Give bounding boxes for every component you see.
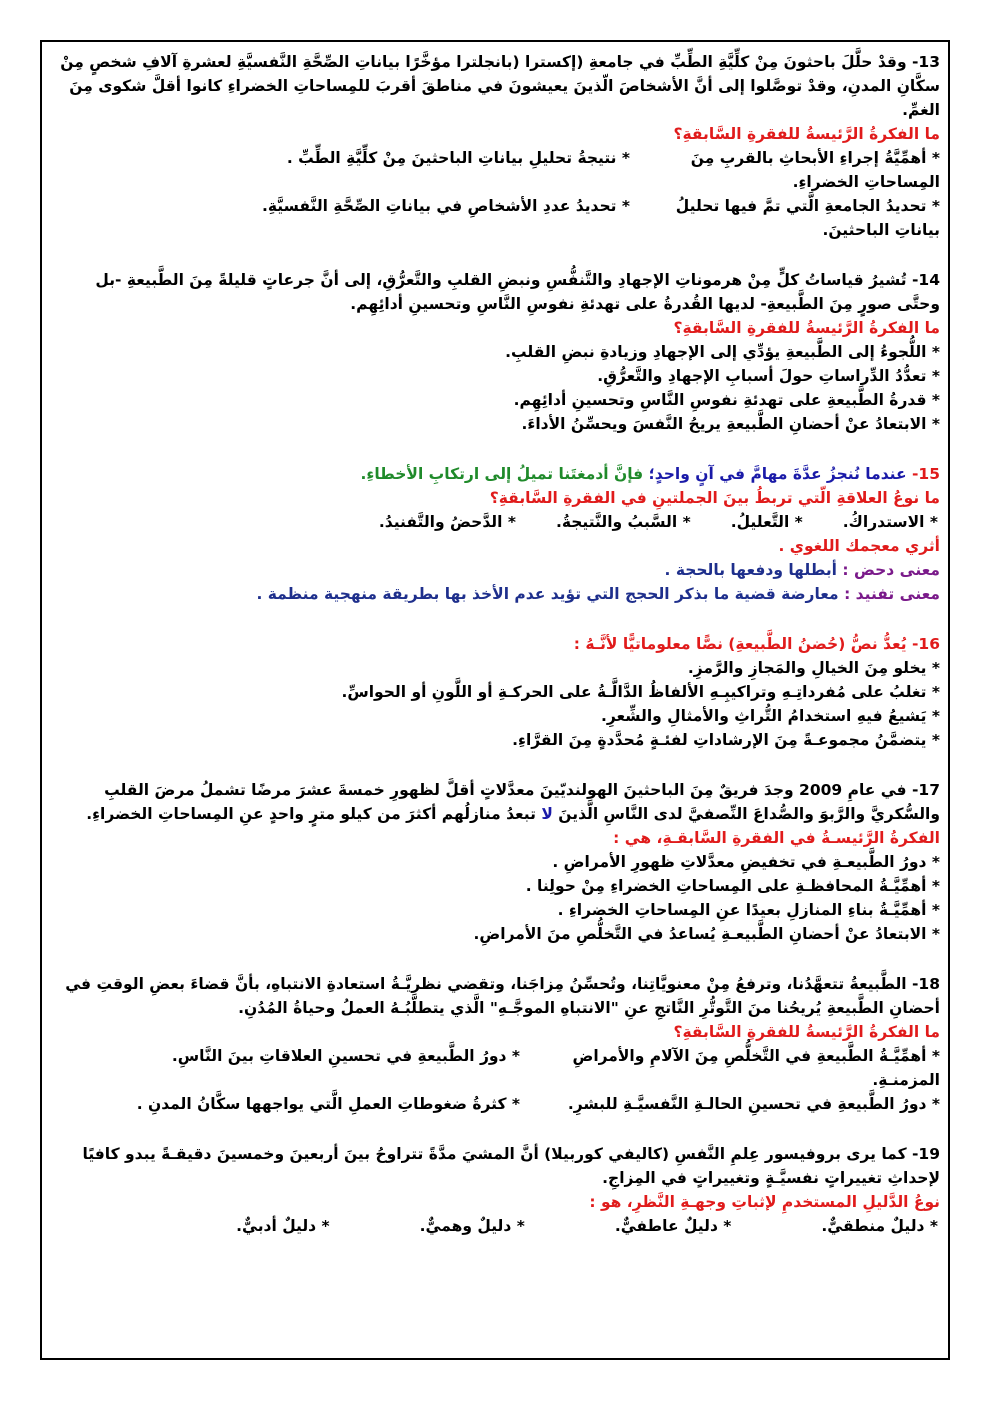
question-13-text: 13- وقدْ حلَّلَ باحثونَ مِنْ كلِّيَّةِ الطِّبِّ في جامعةِ (إكسترا (بانجلترا مؤخَّرًا بياناتِ الصِّحَّةِ النَّفسيَّةِ لعشرةِ آلافِ شخصٍ مِنْ سكَّانِ المدنِ، وقدْ توصَّلوا إلى أنَّ الأشخاصَ الّذينَ يعيشونَ في مناطقَ أقربَ للمِساحاتِ الخضراءِ كانوا أقلَّ شكوى مِنَ الغمِّ.: [60, 53, 940, 119]
definition-label: معنى دحض :: [842, 561, 940, 579]
option[interactable]: * أهمِّيَّـةُ المحافظـةِ على المِساحاتِ الخضراءِ مِنْ حولِنا .: [525, 877, 940, 895]
option[interactable]: * تغلبُ على مُفرداتِـهِ وتراكيبِـهِ الألفاظُ الدَّالَّـةُ على الحركـةِ أو اللَّونِ أو الحواسِّ.: [341, 683, 940, 701]
question-14: [52, 268, 940, 436]
question-15-prompt: ما نوعُ العلاقةِ الّتي تربطُ بينَ الجملتينِ في الفقرةِ السَّابقةِ؟: [489, 489, 940, 507]
option[interactable]: * أهمِّيَّـةُ بناءِ المنازلِ بعيدًا عنِ المِساحاتِ الخضراءِ .: [557, 901, 940, 919]
question-18-text: 18- الطَّبيعةُ تتعهَّدُنا، وترفعُ مِنْ معنويَّاتِنا، وتُحسِّنُ مِزاجَنا، وتقضي نظريَّـةُ استعادةِ الانتباهِ، بأنَّ قضاءَ بعضِ الوقتِ في أحضانِ الطَّبيعةِ يُريحُنا منَ التَّوتُّرِ النَّاتجِ عنِ "الانتباهِ الموجَّـهِ" الَّذي يتطلَّبُـهُ العملُ وحياةُ المُدُنِ.: [65, 975, 940, 1017]
option[interactable]: * نتيجةُ تحليلِ بياناتِ الباحثينَ مِنْ كلِّيَّةِ الطِّبِّ .: [286, 149, 630, 167]
question-17: [52, 778, 940, 946]
options-row: [52, 1214, 940, 1238]
option[interactable]: * دورُ الطَّبيعـةِ في تخفيضِ معدَّلاتِ ظهورِ الأمراضِ .: [552, 853, 940, 871]
option[interactable]: * اللُّجوءُ إلى الطَّبيعةِ يؤدِّي إلى الإجهادِ وزيادةِ نبضِ القلبِ.: [505, 343, 940, 361]
lexicon-title: أثري معجمك اللغوي .: [778, 537, 940, 555]
option[interactable]: * أهمِّيَّةُ إجراءِ الأبحاثِ بالقربِ مِنَ المِساحاتِ الخضراءِ.: [690, 149, 940, 191]
worksheet: [52, 50, 940, 1264]
definition-text: معارضة قضية ما بذكر الحجج التي تؤيد عدم الأخذ بها بطريقة منهجية منظمة .: [256, 585, 839, 603]
option[interactable]: * الابتعادُ عنْ أحضانِ الطَّبيعـةِ يُساعدُ في التَّخلُّصِ منَ الأمراضِ.: [473, 925, 940, 943]
question-15-sentence-2: فإنَّ أدمغتَنا تميلُ إلى ارتكابِ الأخطاءِ.: [360, 465, 644, 483]
option[interactable]: * دليلٌ عاطفيٌّ.: [614, 1217, 732, 1235]
option[interactable]: * يتضمَّنُ مجموعـةً مِنَ الإرشاداتِ لفئـةٍ مُحدَّدةٍ مِنَ القرَّاءِ.: [512, 731, 940, 749]
option[interactable]: * الابتعادُ عنْ أحضانِ الطَّبيعةِ يريحُ النَّفسَ ويحسِّنُ الأداءَ.: [521, 415, 940, 433]
question-17-text: [52, 778, 940, 826]
options-row: [52, 146, 940, 194]
option[interactable]: * السَّببُ والنَّتيجةُ.: [555, 513, 691, 531]
option[interactable]: * قدرةُ الطَّبيعةِ على تهدئةِ نفوسِ النَّاسِ وتحسينِ أدائِهِم.: [513, 391, 940, 409]
question-16-prompt: 16- يُعدُّ نصُّ (حُضنُ الطَّبيعةِ) نصًّا معلوماتيًّا لأنَّـهُ :: [573, 635, 940, 653]
question-13: [52, 50, 940, 242]
option[interactable]: * تعدُّدُ الدِّراساتِ حولَ أسبابِ الإجهادِ والتَّعرُّقِ.: [597, 367, 940, 385]
definition-tafnid: [52, 582, 940, 606]
options-row: [52, 1092, 940, 1116]
options-row: [52, 194, 940, 242]
question-17-text-after: تبعدُ منازلُهم أكثرَ من كيلو مترٍ واحدٍ عنِ المِساحاتِ الخضراءِ.: [86, 805, 536, 823]
question-15-sentence-1: عندما نُنجزُ عدَّةَ مهامَّ في آنٍ واحدٍ؛: [648, 465, 907, 483]
question-14-text: 14- تُشيرُ قياساتُ كلٍّ مِنْ هرموناتِ الإجهادِ والتَّنفُّسِ ونبضِ القلبِ والتَّعرُّقِ، إلى أنَّ جرعاتٍ قليلةً مِنَ الطَّبيعةِ -بل وحتَّى صورٍ مِنَ الطَّبيعةِ- لديها القُدرةُ على تهدئةِ نفوسِ النَّاسِ وتحسينِ أدائِهِم.: [95, 271, 940, 313]
option[interactable]: * دليلٌ منطقيٌّ.: [821, 1217, 938, 1235]
option[interactable]: * دورُ الطَّبيعةِ في تحسينِ العلاقاتِ بينَ النَّاسِ.: [171, 1047, 520, 1065]
question-17-text-highlight: لا: [541, 805, 553, 823]
options-row: [52, 1044, 940, 1092]
option[interactable]: * يَشيعُ فيهِ استخدامُ التُّراثِ والأمثالِ والشِّعرِ.: [600, 707, 940, 725]
question-18-prompt: ما الفكرةُ الرَّئيسةُ للفقرةِ السَّابقةِ؟: [673, 1023, 940, 1041]
option[interactable]: * تحديدُ عددِ الأشخاصِ في بياناتِ الصِّحَّةِ النَّفسيَّةِ.: [261, 197, 630, 215]
option[interactable]: * دليلٌ أدبيٌّ.: [236, 1217, 330, 1235]
options-row: [52, 510, 940, 534]
option[interactable]: * الاستدراكُ.: [842, 513, 938, 531]
question-19-prompt: نوعُ الدَّليلِ المستخدمِ لإثباتِ وجهـةِ النَّظرِ، هو :: [589, 1193, 940, 1211]
question-19: [52, 1142, 940, 1238]
question-17-text-before: 17- في عامِ 2009 وجدَ فريقٌ مِنَ الباحثينَ الهولنديّينَ معدَّلاتٍ أقلَّ لظهورِ خمسةَ عشرَ مرضًا تشملُ مرضَ القلبِ والسُّكريَّ والرَّبوَ والصُّداعَ النِّصفيَّ لدى النَّاسِ الَّذينَ: [104, 781, 940, 823]
question-13-prompt: ما الفكرةُ الرَّئيسةُ للفقرةِ السَّابقةِ؟: [673, 125, 940, 143]
option[interactable]: * دليلٌ وهميٌّ.: [419, 1217, 525, 1235]
definition-text: أبطلها ودفعها بالحجة .: [664, 561, 837, 579]
question-19-text: 19- كما يرى بروفيسور عِلمِ النَّفسِ (كاليفي كوربيلا) أنَّ المشيَ مدَّةً تتراوحُ بينَ أربعينَ وخمسينَ دقيقـةً يبدو كافيًا لإحداثِ تغييراتٍ نفسيَّـةٍ وتغييراتٍ في المِزاجِ.: [82, 1145, 940, 1187]
question-18: [52, 972, 940, 1116]
option[interactable]: * تحديدُ الجامعةِ الَّتي تمَّ فيها تحليلُ بياناتِ الباحثينَ.: [675, 197, 940, 239]
definition-dahd: [52, 558, 940, 582]
option[interactable]: * دورُ الطَّبيعةِ في تحسينِ الحالـةِ النَّفسيَّـةِ للبشرِ.: [567, 1095, 940, 1113]
question-16: [52, 632, 940, 752]
option[interactable]: * التَّعليلُ.: [730, 513, 803, 531]
question-14-prompt: ما الفكرةُ الرَّئيسةُ للفقرةِ السَّابقةِ؟: [673, 319, 940, 337]
question-15-text: [52, 462, 940, 486]
option[interactable]: * يخلو مِنَ الخيالِ والمَجازِ والرَّمزِ.: [687, 659, 940, 677]
definition-label: معنى تفنيد :: [844, 585, 940, 603]
question-15: [52, 462, 940, 606]
option[interactable]: * أهمِّيَّـةُ الطَّبيعةِ في التَّخلُّصِ مِنَ الآلامِ والأمراضِ المزمنـةِ.: [572, 1047, 940, 1089]
option[interactable]: * الدَّحضُ والتَّفنيدُ.: [378, 513, 516, 531]
question-15-number: 15-: [911, 465, 940, 483]
question-17-prompt: الفكرةُ الرَّئيسـةُ في الفقرةِ السَّابقـةِ، هي :: [613, 829, 940, 847]
option[interactable]: * كثرةُ ضغوطاتِ العملِ الَّتي يواجهها سكَّانُ المدنِ .: [136, 1095, 520, 1113]
